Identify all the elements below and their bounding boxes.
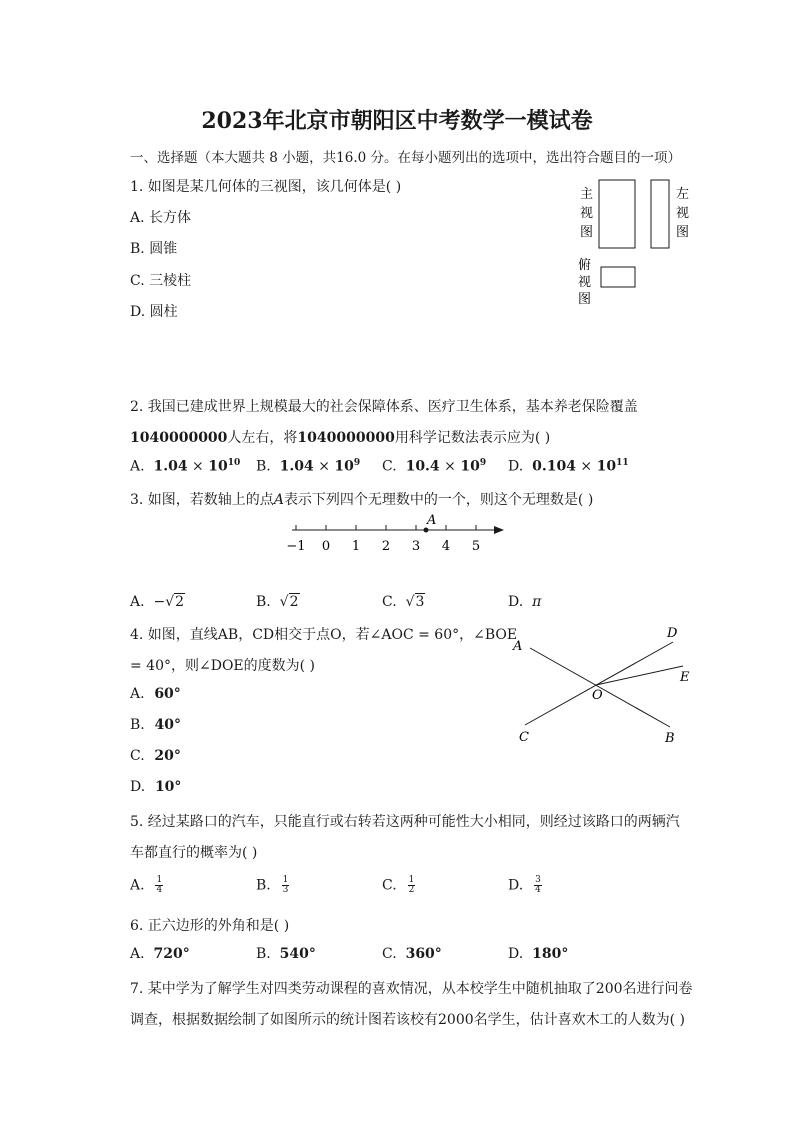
question-6-stem: 6. 正六边形的外角和是( ) [130, 918, 290, 934]
q6-option-a[interactable]: A. 720° [130, 946, 190, 962]
svg-text:B: B [665, 731, 675, 746]
exam-title: 2023年北京市朝阳区中考数学一模试卷 [201, 108, 593, 134]
q3-option-d[interactable]: D. π [508, 594, 542, 610]
top-view-label-3: 图 [578, 292, 592, 307]
question-1-stem: 1. 如图是某几何体的三视图，该几何体是( ) [130, 179, 402, 195]
number-line-tick-label: 1 [351, 539, 361, 554]
svg-text:D: D [667, 626, 678, 641]
q3-option-a[interactable]: A. −√2 [130, 594, 185, 610]
question-4-line1: 4. 如图，直线AB，CD相交于点O，若∠AOC = 60°，∠BOE [130, 627, 518, 643]
three-view-figure [570, 175, 700, 310]
q2-option-b[interactable]: B. $1.04 \times 10^9$ [256, 458, 361, 475]
question-7-line2: 调查，根据数据绘制了如图所示的统计图若该校有2000名学生，估计喜欢木工的人数为( ) [130, 1012, 686, 1028]
q6-option-c[interactable]: C. 360° [382, 946, 442, 962]
point-a-label: A [427, 513, 437, 528]
question-3-stem: 3. 如图，若数轴上的点A表示下列四个无理数中的一个，则这个无理数是( ) [130, 492, 594, 508]
q4-option-c[interactable]: C. 20° [130, 748, 181, 764]
svg-text:E: E [680, 670, 690, 685]
question-2-line1: 2. 我国已建成世界上规模最大的社会保障体系、医疗卫生体系，基本养老保险覆盖 [130, 399, 638, 415]
q4-option-d[interactable]: D. 10° [130, 779, 182, 795]
q5-option-a[interactable]: A. $\frac{1}{4}$ [130, 875, 163, 895]
question-5-line1: 5. 经过某路口的汽车，只能直行或右转若这两种可能性大小相同，则经过该路口的两辆汽 [130, 814, 680, 830]
q1-option-d[interactable]: D. 圆柱 [130, 304, 178, 320]
question-7-line1: 7. 某中学为了解学生对四类劳动课程的喜欢情况，从本校学生中随机抽取了200名进行问卷 [130, 981, 693, 997]
q6-option-d[interactable]: D. 180° [508, 946, 569, 962]
q1-option-b[interactable]: B. 圆锥 [130, 241, 178, 257]
q2-number-2: 1040000000 [297, 430, 395, 446]
q2-option-c[interactable]: C. $10.4 \times 10^9$ [382, 458, 487, 475]
front-view-rect [599, 180, 635, 248]
q5-option-b[interactable]: B. $\frac{1}{3}$ [256, 875, 289, 895]
q4-option-b[interactable]: B. 40° [130, 717, 181, 733]
question-2-line2 [130, 427, 550, 447]
q2-option-d[interactable]: D. $0.104 \times 10^{11}$ [508, 458, 629, 475]
q3-option-b[interactable]: B. √2 [256, 594, 299, 610]
top-view-rect [601, 267, 635, 287]
left-view-label-1: 左 [676, 187, 690, 202]
q2-option-a[interactable]: A. $1.04 \times 10^{10}$ [130, 458, 241, 475]
line-cd [525, 642, 673, 725]
number-line [280, 510, 510, 556]
front-view-label-1: 主 [580, 187, 594, 202]
arrow-icon [494, 526, 504, 534]
q5-option-d[interactable]: D. $\frac{3}{4}$ [508, 875, 541, 895]
section-heading: 一、选择题（本大题共 8 小题，共16.0 分。在每小题列出的选项中，选出符合题目的一项） [130, 150, 682, 166]
q4-option-a[interactable]: A. 60° [130, 686, 181, 702]
q6-option-b[interactable]: B. 540° [256, 946, 316, 962]
question-5-line2: 车都直行的概率为( ) [130, 845, 258, 861]
ray-oe [596, 666, 683, 685]
top-view-label-1: 俯 [578, 258, 592, 273]
q1-option-c[interactable]: C. 三棱柱 [130, 273, 192, 289]
left-view-label-2: 视 [676, 206, 690, 221]
intersecting-lines-figure [505, 620, 705, 750]
q2-number-1: 1040000000 [130, 430, 228, 446]
q3-option-c[interactable]: C. √3 [382, 594, 425, 610]
number-line-tick-label: 5 [471, 539, 481, 554]
svg-text:C: C [519, 730, 529, 745]
number-line-tick-label: 3 [411, 539, 421, 554]
q1-option-a[interactable]: A. 长方体 [130, 210, 192, 226]
svg-text:A: A [513, 639, 523, 654]
question-4-line2: = 40°，则∠DOE的度数为( ) [130, 658, 316, 674]
front-view-label-2: 视 [580, 206, 594, 221]
q5-option-c[interactable]: C. $\frac{1}{2}$ [382, 875, 415, 895]
svg-text:O: O [592, 688, 603, 703]
number-line-tick-label: 0 [321, 539, 331, 554]
front-view-label-3: 图 [580, 225, 594, 240]
q2-text-1: 人左右，将 [227, 430, 298, 446]
number-line-tick-label: 4 [441, 539, 451, 554]
point-a [424, 528, 429, 533]
q2-text-2: 用科学记数法表示应为( ) [394, 430, 551, 446]
top-view-label-2: 视 [578, 275, 592, 290]
left-view-label-3: 图 [676, 225, 690, 240]
number-line-tick-label: −1 [286, 539, 306, 554]
number-line-tick-label: 2 [381, 539, 391, 554]
left-view-rect [651, 180, 669, 248]
